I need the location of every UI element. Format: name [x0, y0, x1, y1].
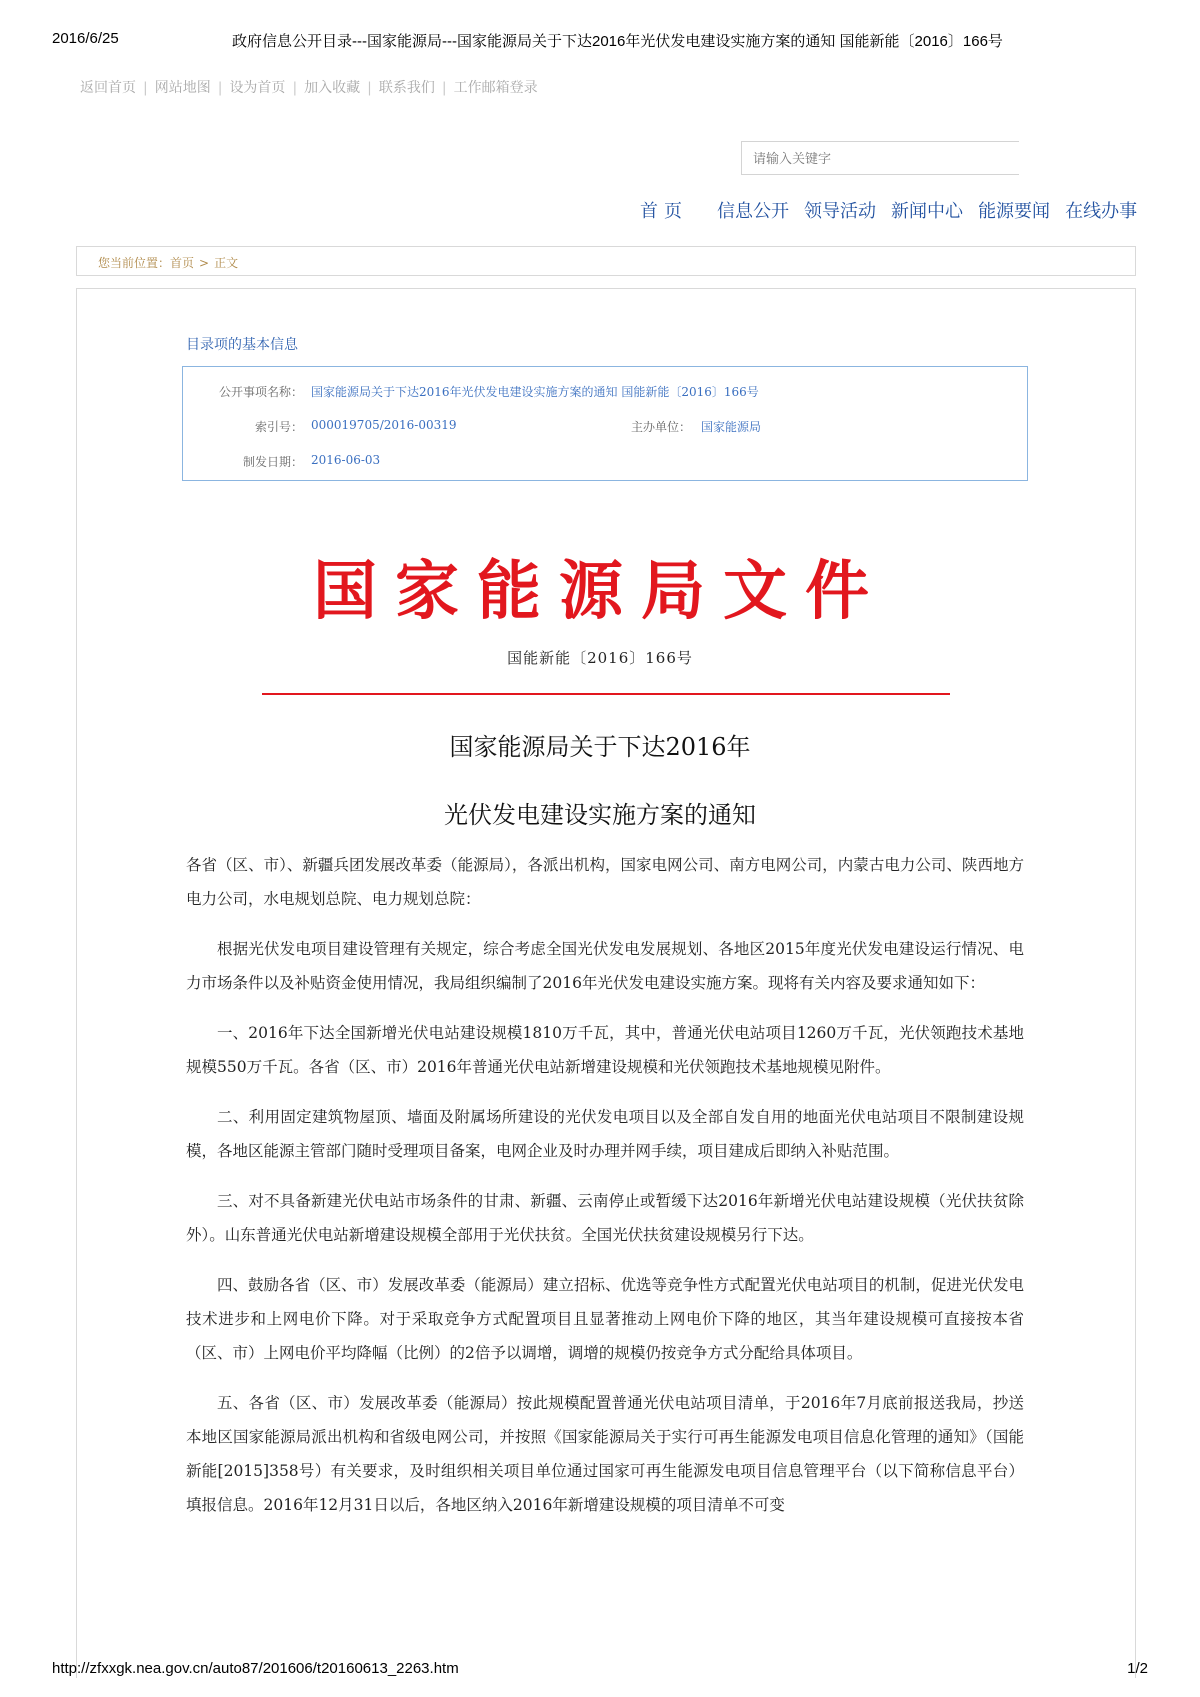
document-header: 国家能源局文件 [313, 555, 887, 629]
index-label: 索引号： [254, 420, 303, 434]
paragraph-item-2: 二、利用固定建筑物屋顶、墙面及附属场所建设的光伏发电项目以及全部自发自用的地面光伏电站项目不限制建设规模，各地区能源主管部门随时受理项目备案，电网企业及时办理并网手续，项目建成后即纳入补贴范围。 [186, 1108, 1024, 1160]
document-title-line1: 国家能源局关于下达2016年 [449, 733, 751, 761]
item-name-label: 公开事项名称： [218, 385, 303, 399]
print-page-title: 政府信息公开目录---国家能源局---国家能源局关于下达2016年光伏发电建设实施方案的通知 国能新能〔2016〕166号 [232, 33, 1003, 50]
paragraph-item-3: 三、对不具备新建光伏电站市场条件的甘肃、新疆、云南停止或暂缓下达2016年新增光伏电站建设规模（光伏扶贫除外）。山东普通光伏电站新增建设规模全部用于光伏扶贫。全国光伏扶贫建设规模另行下达。 [186, 1192, 1024, 1244]
host-label: 主办单位： [630, 420, 691, 434]
info-section-title: 目录项的基本信息 [186, 337, 298, 353]
paragraph-item-4: 四、鼓励各省（区、市）发展改革委（能源局）建立招标、优选等竞争性方式配置光伏电站项目的机制，促进光伏发电技术进步和上网电价下降。对于采取竞争方式配置项目且显著推动上网电价下降的地区，其当年建设规模可直接按本省（区、市）上网电价平均降幅（比例）的2倍予以调增，调增的规模仍按竞争方式分配给具体项目。 [186, 1276, 1024, 1362]
link-contact-us[interactable]: 联系我们 [378, 80, 435, 96]
separator: | [367, 80, 372, 96]
nav-item-energy-news[interactable]: 能源要闻 [978, 201, 1051, 221]
nav-item-news-center[interactable]: 新闻中心 [891, 201, 964, 221]
paragraph-item-5: 五、各省（区、市）发展改革委（能源局）按此规模配置普通光伏电站项目清单，于2016年7月底前报送我局，抄送本地区国家能源局派出机构和省级电网公司，并按照《国家能源局关于实行可再生能源发电项目信息化管理的通知》（国能新能[2015]358号）有关要求，及时组织相关项目单位通过国家可再生能源发电项目信息管理平台（以下简称信息平台）填报信息。2016年12月31日以后，各地区纳入2016年新增建设规模的项目清单不可变 [186, 1394, 1024, 1514]
paragraph-item-1: 一、2016年下达全国新增光伏电站建设规模1810万千瓦，其中，普通光伏电站项目1260万千瓦，光伏领跑技术基地规模550万千瓦。各省（区、市）2016年普通光伏电站新增建设规模和光伏领跑技术基地规模见附件。 [186, 1024, 1024, 1076]
date-value: 2016-06-03 [311, 453, 381, 467]
print-page-number: 1/2 [1127, 1660, 1148, 1677]
breadcrumb-current: 正文 [214, 256, 239, 270]
index-value: 000019705/2016-00319 [311, 418, 457, 432]
nav-item-leader-activities[interactable]: 领导活动 [804, 201, 877, 221]
separator: | [441, 80, 447, 96]
main-nav [640, 197, 1147, 223]
separator: | [217, 80, 223, 96]
breadcrumb-inner [98, 254, 238, 271]
breadcrumb-separator: > [199, 256, 210, 270]
breadcrumb-home[interactable]: 首页 [170, 256, 195, 270]
document-title-line2: 光伏发电建设实施方案的通知 [444, 801, 756, 829]
nav-item-home[interactable]: 首页 [640, 201, 688, 221]
search-input[interactable] [751, 143, 1015, 175]
link-add-favorite[interactable]: 加入收藏 [304, 80, 361, 96]
breadcrumb [76, 246, 1136, 276]
document-number: 国能新能〔2016〕166号 [507, 649, 693, 667]
link-back-home[interactable]: 返回首页 [80, 80, 136, 96]
top-links [80, 77, 538, 97]
item-name-value: 国家能源局关于下达2016年光伏发电建设实施方案的通知 国能新能〔2016〕166号 [311, 385, 759, 399]
separator: | [143, 80, 148, 96]
info-box [182, 366, 1028, 481]
nav-item-online-services[interactable]: 在线办事 [1065, 201, 1138, 221]
search-box [741, 141, 1019, 175]
paragraph-salutation: 各省（区、市）、新疆兵团发展改革委（能源局），各派出机构，国家电网公司、南方电网公司，内蒙古电力公司、陕西地方电力公司，水电规划总院、电力规划总院： [186, 856, 1024, 908]
link-site-map[interactable]: 网站地图 [154, 80, 211, 96]
link-set-homepage[interactable]: 设为首页 [229, 80, 286, 96]
host-value: 国家能源局 [701, 420, 762, 434]
breadcrumb-label: 您当前位置： [98, 256, 171, 270]
nav-item-info-disclosure[interactable]: 信息公开 [717, 201, 790, 221]
red-divider [262, 693, 950, 695]
separator: | [292, 80, 298, 96]
print-url: http://zfxxgk.nea.gov.cn/auto87/201606/t20160613_2263.htm [52, 1660, 459, 1677]
document-body [186, 848, 1024, 1538]
date-label: 制发日期： [242, 455, 303, 469]
paragraph-intro: 根据光伏发电项目建设管理有关规定，综合考虑全国光伏发电发展规划、各地区2015年度光伏发电建设运行情况、电力市场条件以及补贴资金使用情况，我局组织编制了2016年光伏发电建设实施方案。现将有关内容及要求通知如下： [186, 940, 1024, 992]
link-work-email-login[interactable]: 工作邮箱登录 [453, 80, 538, 96]
print-date: 2016/6/25 [52, 30, 119, 47]
